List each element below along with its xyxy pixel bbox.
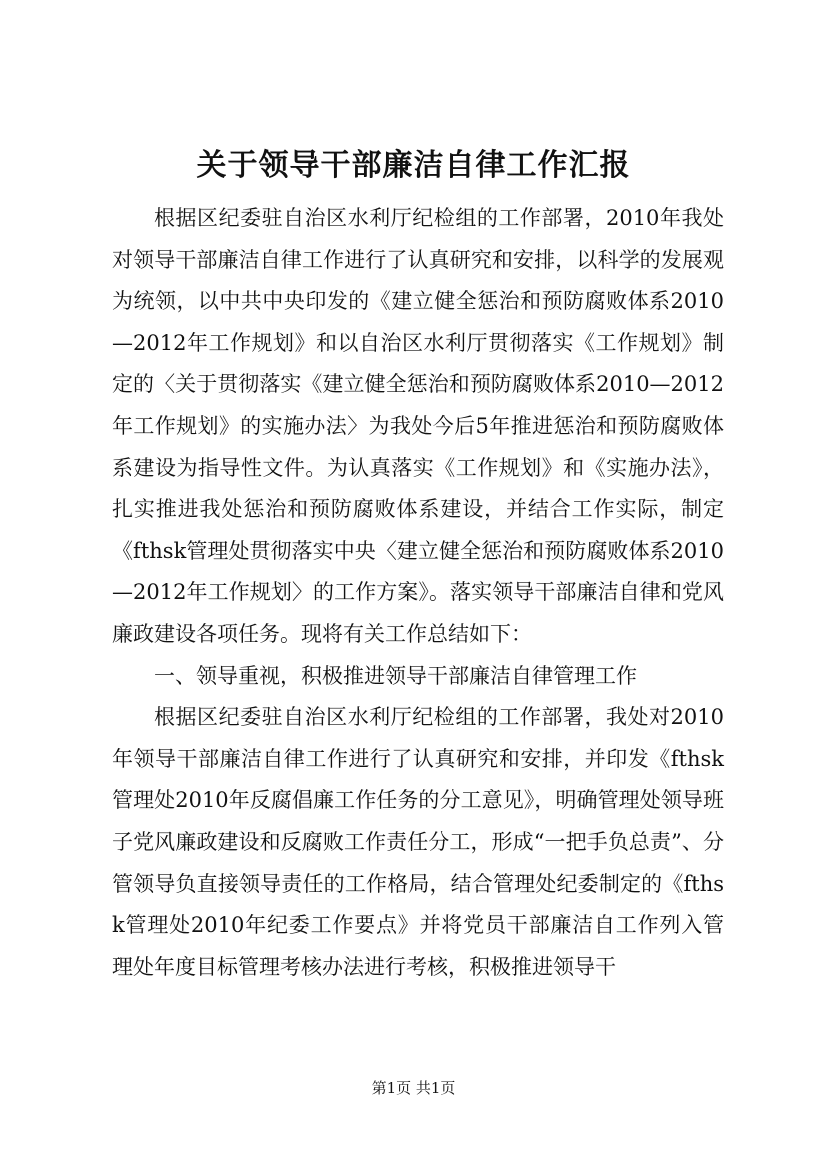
document-title: 关于领导干部廉洁自律工作汇报 bbox=[196, 148, 631, 183]
section-1-paragraph: 根据区纪委驻自治区水利厅纪检组的工作部署，我处对2010年领导干部廉洁自律工作进行了认真研究和安排，并印发《fthsk管理处2010年反腐倡廉工作任务的分工意见》，明确管理处领导班子党风廉政建设和反腐败工作责任分工，形成“一把手负总责”、分管领导负直接领导责任的工作格局，结合管理处纪委制定的《fthsk管理处2010年纪委工作要点》并将党员干部廉洁自工作列入管理处年度目标管理考核办法进行考核，积极推进领导干 bbox=[112, 705, 724, 979]
page-footer: 第1页 共1页 bbox=[371, 1079, 456, 1097]
intro-paragraph: 根据区纪委驻自治区水利厅纪检组的工作部署，2010年我处对领导干部廉洁自律工作进行了认真研究和安排，以科学的发展观为统领，以中共中央印发的《建立健全惩治和预防腐败体系2010—2012年工作规划》和以自治区水利厅贯彻落实《工作规划》制定的〈关于贯彻落实《建立健全惩治和预防腐败体系2010—2012年工作规划》的实施办法〉为我处今后5年推进惩治和预防腐败体系建设为指导性文件。为认真落实《工作规划》和《实施办法》，扎实推进我处惩治和预防腐败体系建设，并结合工作实际，制定《fthsk管理处贯彻落实中央〈建立健全惩治和预防腐败体系2010—2012年工作规划〉的工作方案》。落实领导干部廉洁自律和党风廉政建设各项任务。现将有关工作总结如下： bbox=[112, 206, 724, 646]
document-body bbox=[112, 198, 724, 988]
section-heading-1: 一、领导重视，积极推进领导干部廉洁自律管理工作 bbox=[154, 663, 637, 688]
